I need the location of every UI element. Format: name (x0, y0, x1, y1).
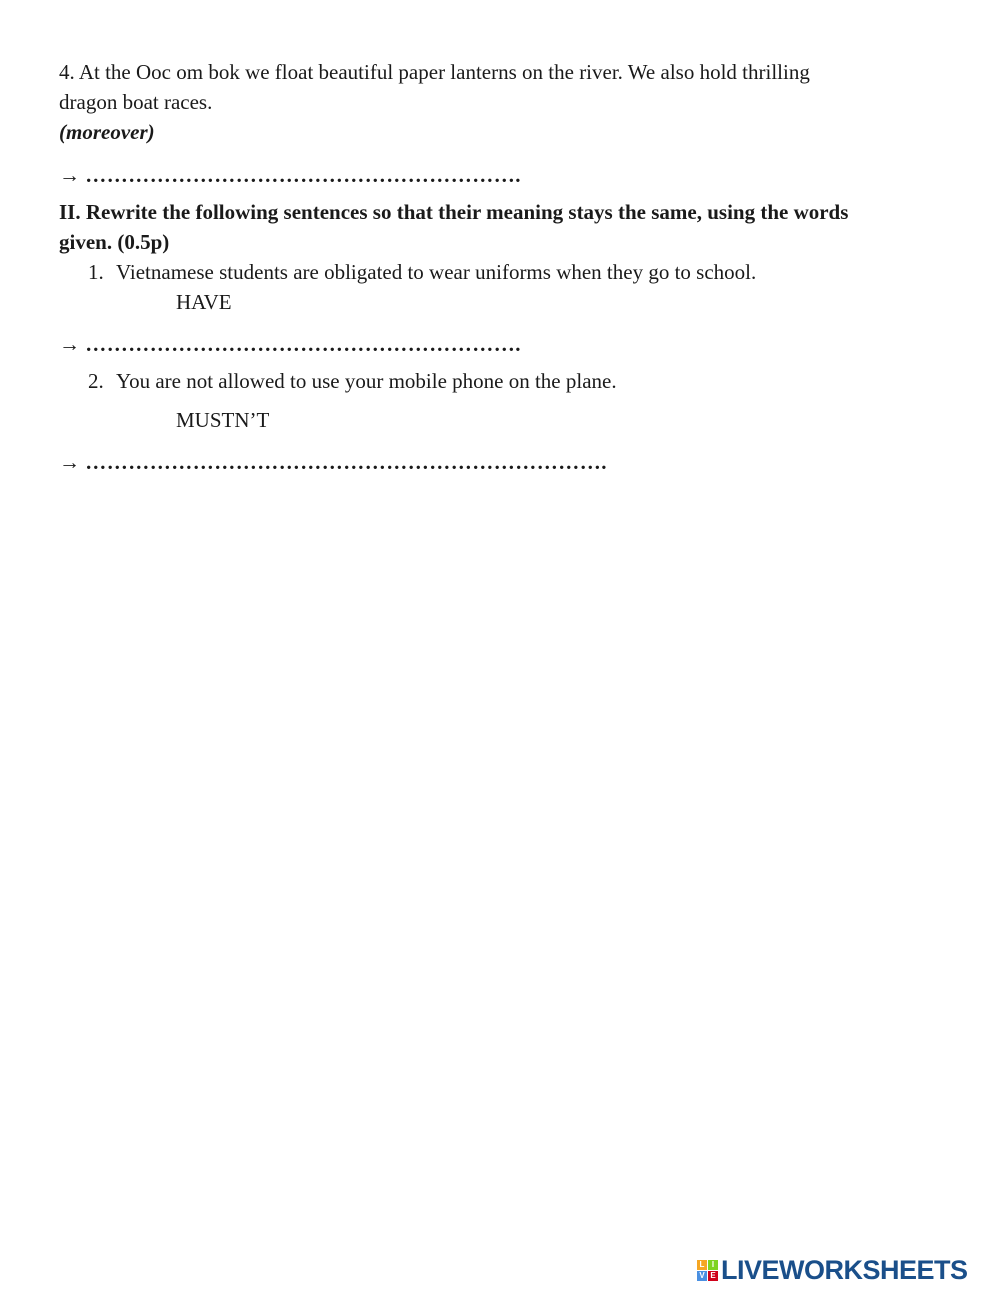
arrow-icon: → (59, 332, 80, 356)
list-item-number: 1. (88, 260, 104, 284)
answer-blank[interactable]: ………………………………………………………………. (85, 450, 607, 474)
liveworksheets-logo[interactable] (697, 1253, 968, 1287)
list-item-sentence: You are not allowed to use your mobile phone on the plane. (116, 369, 617, 393)
section-2-title-line-2: given. (0.5p) (59, 230, 170, 254)
logo-letter-l: L (697, 1260, 707, 1270)
list-item-sentence: Vietnamese students are obligated to wear uniforms when they go to school. (116, 260, 757, 284)
answer-blank[interactable]: ……………………………………………………. (85, 332, 521, 356)
list-item-1 (88, 257, 756, 287)
question-4-line-1: 4. At the Ooc om bok we float beautiful paper lanterns on the river. We also hold thrilling (59, 60, 810, 84)
logo-letter-i: I (708, 1260, 718, 1270)
answer-line-q4[interactable] (59, 160, 521, 190)
list-item-2 (88, 366, 617, 396)
section-2-title-line-1: II. Rewrite the following sentences so that their meaning stays the same, using the words (59, 200, 849, 224)
logo-letter-e: E (708, 1271, 718, 1281)
logo-letter-v: V (697, 1271, 707, 1281)
answer-line-item-2[interactable] (59, 447, 607, 477)
question-4-hint: (moreover) (59, 120, 155, 144)
arrow-icon: → (59, 450, 80, 474)
logo-mark-icon (697, 1260, 718, 1281)
answer-blank[interactable]: ……………………………………………………. (85, 163, 521, 187)
keyword-have: HAVE (176, 290, 232, 314)
keyword-mustnt: MUSTN’T (176, 408, 270, 432)
arrow-icon: → (59, 163, 80, 187)
logo-text: LIVEWORKSHEETS (721, 1254, 968, 1285)
answer-line-item-1[interactable] (59, 329, 521, 359)
question-4-line-2: dragon boat races. (59, 90, 213, 114)
list-item-number: 2. (88, 369, 104, 393)
